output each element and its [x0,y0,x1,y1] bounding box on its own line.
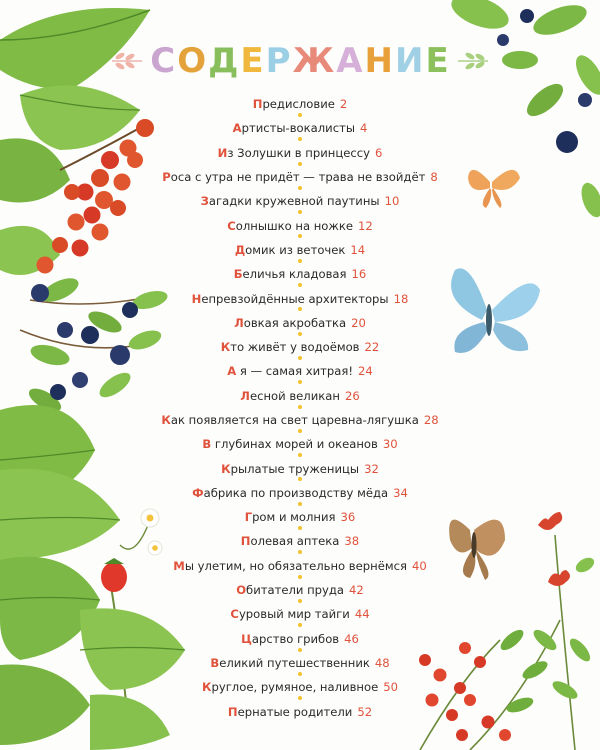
toc-entry-initial: З [200,194,209,209]
toc-page-number: 46 [344,631,359,646]
toc-entry[interactable] [150,651,450,675]
toc-entry-title: глубинах морей и океанов [211,437,378,452]
toc-page-number: 8 [430,170,438,185]
title-letter: Ж [292,41,336,81]
toc-entry[interactable] [150,578,450,602]
toc-entry[interactable] [150,262,450,286]
page-title [150,41,450,81]
title-letter: И [395,41,425,81]
toc-entry-title: то живёт у водоёмов [230,340,360,355]
toc-page-number: 6 [375,145,383,160]
toc-entry-initial: К [161,413,171,427]
toc-page-number: 42 [349,583,364,598]
toc-entry[interactable] [150,286,450,310]
toc-entry-title: овкая акробатка [243,315,347,330]
blue-butterfly-icon [451,268,540,353]
toc-page-number: 34 [393,485,408,500]
toc-entry-title: олевая аптека [250,534,340,549]
toc-entry-initial: И [217,145,228,160]
toc-entry-initial: Д [234,242,246,257]
toc-entry[interactable] [150,165,450,189]
toc-entry-title: битатели пруда [246,583,345,598]
toc-entry[interactable] [150,116,450,140]
toc-entry-title: еликий путешественник [219,655,370,670]
sprig-right-icon [456,50,490,72]
toc-entry-title: омик из веточек [245,242,346,257]
toc-page-number: 30 [382,437,398,452]
toc-entry-initial: А [232,121,242,136]
toc-page-number: 32 [364,461,379,476]
title-letter: А [336,41,364,81]
toc-entry-initial: Н [191,291,202,306]
toc-entry-initial: Р [162,170,171,185]
toc-entry[interactable] [150,311,450,335]
toc-entry-title: редисловие [262,97,335,112]
toc-page-number: 10 [384,194,400,209]
toc-page-number: 40 [411,558,427,573]
table-of-contents [150,92,450,724]
toc-entry-title: ы улетим, но обязательно вернёмся [184,558,407,573]
toc-entry[interactable] [150,505,450,529]
toc-entry[interactable] [150,432,450,456]
toc-entry-title: епревзойдённые архитекторы [201,291,389,306]
toc-entry-initial: Ц [241,631,252,646]
toc-page-number: 24 [358,364,373,379]
toc-entry-initial: П [252,97,263,112]
toc-page-number: 52 [357,704,373,719]
toc-entry[interactable] [150,335,450,359]
toc-entry-title: ернатые родители [237,704,353,719]
toc-entry-initial: Л [234,315,244,330]
title-letter: Е [425,41,450,81]
toc-page-number: 18 [393,291,409,306]
sprig-left-icon [110,50,144,72]
rowan-berries-icon [37,119,155,274]
toc-entry-title: я — самая хитрая! [236,364,354,379]
toc-entry[interactable] [150,213,450,237]
title-letter: Д [208,41,240,81]
toc-entry-initial: О [236,583,247,598]
toc-entry[interactable] [150,141,450,165]
title-letter: Р [265,41,292,81]
toc-entry[interactable] [150,408,450,432]
toc-page-number: 14 [350,242,366,257]
toc-page-number: 50 [383,680,398,695]
title-letter: Е [240,41,265,81]
toc-entry[interactable] [150,675,450,699]
toc-entry-title: абрика по производству мёда [203,485,389,500]
blueberry-branch-icon [20,273,169,416]
toc-entry-title: олнышко на ножке [235,218,353,233]
toc-entry[interactable] [150,529,450,553]
toc-entry[interactable] [150,602,450,626]
toc-entry-initial: Ф [192,485,204,500]
toc-page-number: 12 [358,218,373,233]
toc-entry-initial: В [210,655,220,670]
toc-entry-initial: Л [240,388,250,403]
toc-page-number: 22 [364,340,380,355]
title-letter: С [150,41,177,81]
toc-page-number: 16 [351,267,367,282]
toc-entry-title: руглое, румяное, наливное [211,680,379,695]
toc-entry-initial: П [227,704,238,719]
blueberry-corner-icon [447,0,600,220]
toc-entry-initial: М [173,558,185,573]
toc-entry-initial: А [227,364,237,379]
toc-entry-title: еличья кладовая [242,267,347,282]
orange-butterfly-icon [468,170,520,208]
toc-entry-initial: К [202,680,212,695]
toc-entry-initial: В [202,437,212,452]
toc-entry-title: ром и молния [252,510,336,525]
toc-entry-title: оса с утра не придёт — трава не взойдёт [170,170,426,185]
toc-entry[interactable] [150,384,450,408]
toc-entry[interactable] [150,238,450,262]
contents-header [0,38,600,84]
toc-entry-initial: С [227,218,236,233]
toc-entry-title: ак появляется на свет царевна-лягушка [170,413,419,427]
toc-page-number: 44 [354,607,370,622]
toc-entry-initial: С [230,607,239,622]
toc-page-number: 20 [351,315,366,330]
toc-entry[interactable] [150,627,450,651]
brown-butterfly-icon [449,520,505,580]
toc-entry-title: арство грибов [251,631,340,646]
toc-page-number: 28 [423,413,439,427]
toc-entry-title: рылатые труженицы [230,461,360,476]
toc-entry-title: з Золушки в принцессу [227,145,370,160]
toc-page-number: 48 [374,655,390,670]
toc-entry-title: уровый мир тайги [238,607,350,622]
red-flowers-icon [538,512,597,750]
toc-entry-title: агадки кружевной паутины [208,194,380,209]
toc-entry-initial: К [221,461,231,476]
toc-entry[interactable] [150,481,450,505]
toc-page-number: 26 [344,388,360,403]
title-letter: Н [364,41,394,81]
toc-page-number: 38 [344,534,360,549]
large-leaf-icon [0,405,120,560]
toc-entry[interactable] [150,699,450,723]
toc-entry-title: есной великан [249,388,340,403]
toc-page-number: 2 [339,97,348,112]
toc-entry-initial: К [220,340,231,355]
toc-entry-title: ртисты-вокалисты [241,121,355,136]
toc-entry[interactable] [150,92,450,116]
toc-entry-initial: Г [244,510,253,525]
toc-entry-initial: П [240,534,251,549]
toc-entry[interactable] [150,359,450,383]
toc-entry[interactable] [150,456,450,480]
toc-page-number: 36 [340,510,356,525]
toc-entry[interactable] [150,189,450,213]
toc-entry-initial: Б [233,267,243,282]
toc-page-number: 4 [359,121,368,136]
toc-entry[interactable] [150,554,450,578]
title-letter: О [177,41,208,81]
